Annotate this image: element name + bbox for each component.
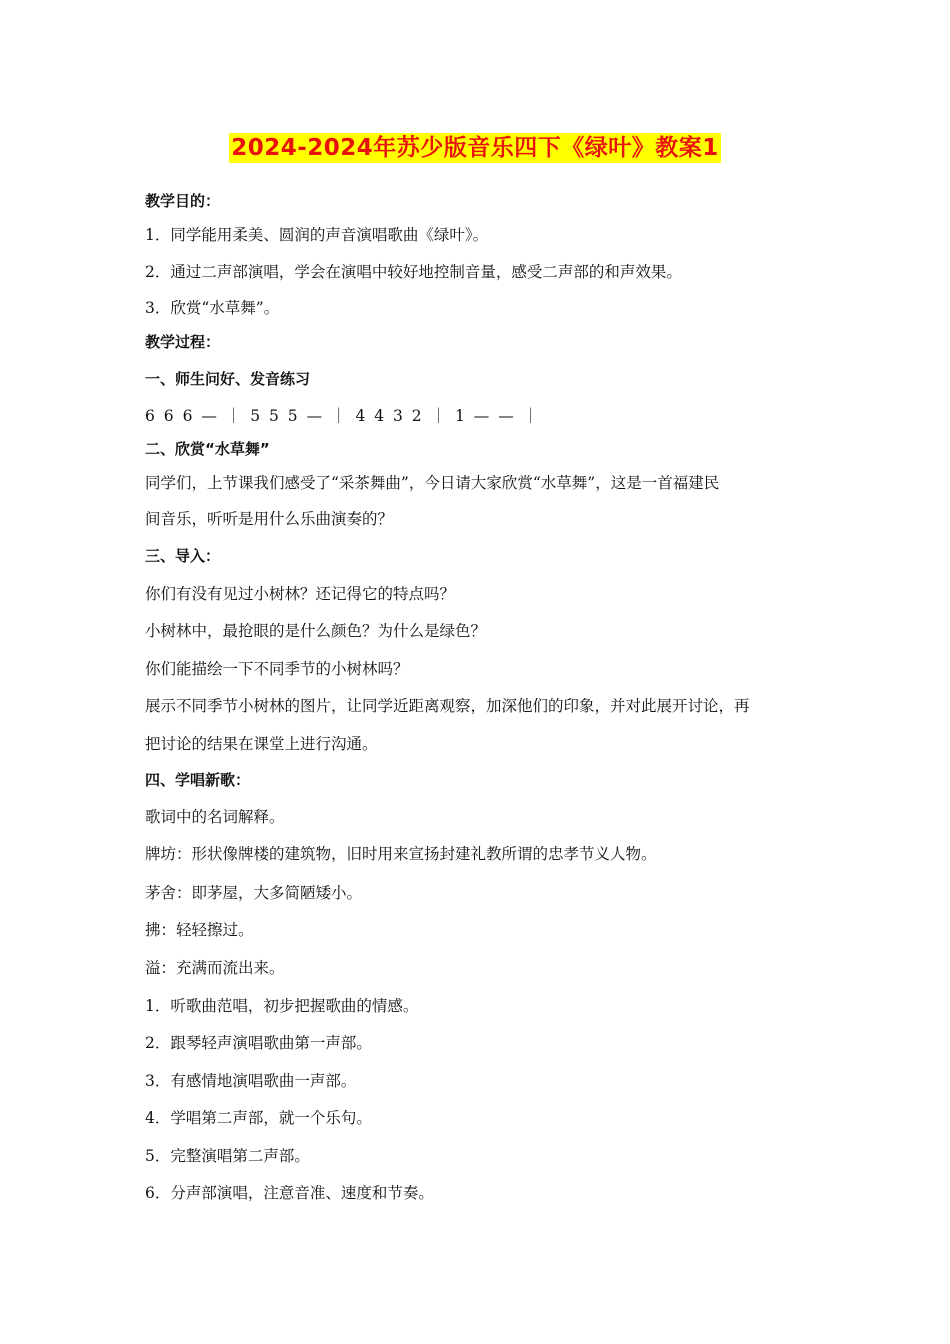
objective-2: 2．通过二声部演唱，学会在演唱中较好地控制音量，感受二声部的和声效果。 bbox=[145, 263, 682, 281]
paragraph-line: 同学们，上节课我们感受了“采茶舞曲”，今日请大家欣赏“水草舞”，这是一首福建民 bbox=[145, 474, 720, 492]
step-item: 5．完整演唱第二声部。 bbox=[145, 1147, 310, 1165]
paragraph-line: 间音乐，听听是用什么乐曲演奏的？ bbox=[145, 510, 394, 528]
step-item: 2．跟琴轻声演唱歌曲第一声部。 bbox=[145, 1034, 372, 1052]
document-title: 2024-2024年苏少版音乐四下《绿叶》教案1 bbox=[231, 135, 719, 161]
paragraph-line: 展示不同季节小树林的图片，让同学近距离观察，加深他们的印象，并对此展开讨论，再 bbox=[145, 697, 750, 715]
heading-objectives: 教学目的： bbox=[145, 192, 221, 210]
heading-process: 教学过程： bbox=[145, 333, 221, 351]
definition-item: 茅舍：即茅屋，大多简陋矮小。 bbox=[145, 884, 363, 902]
paragraph-line: 小树林中，最抢眼的是什么颜色？为什么是绿色？ bbox=[145, 622, 487, 640]
vocal-exercise-notation: 6 6 6 — ｜ 5 5 5 — ｜ 4 4 3 2 ｜ 1 — — ｜ bbox=[145, 407, 541, 425]
step-item: 6．分声部演唱，注意音准、速度和节奏。 bbox=[145, 1184, 434, 1202]
section-2-heading: 二、欣赏“水草舞” bbox=[145, 440, 270, 458]
objective-3: 3．欣赏“水草舞”。 bbox=[145, 299, 280, 317]
paragraph-line: 把讨论的结果在课堂上进行沟通。 bbox=[145, 735, 378, 753]
definition-item: 溢：充满而流出来。 bbox=[145, 959, 285, 977]
section-1-heading: 一、师生问好、发音练习 bbox=[145, 370, 311, 388]
paragraph-line: 你们有没有见过小树林？还记得它的特点吗？ bbox=[145, 585, 456, 603]
step-item: 1．听歌曲范唱，初步把握歌曲的情感。 bbox=[145, 997, 419, 1015]
objective-1: 1．同学能用柔美、圆润的声音演唱歌曲《绿叶》。 bbox=[145, 226, 489, 244]
section-4-heading: 四、学唱新歌： bbox=[145, 771, 251, 789]
step-item: 4．学唱第二声部，就一个乐句。 bbox=[145, 1109, 372, 1127]
title-container bbox=[0, 133, 950, 163]
paragraph-line: 歌词中的名词解释。 bbox=[145, 808, 285, 826]
definition-item: 拂：轻轻擦过。 bbox=[145, 921, 254, 939]
definition-item: 牌坊：形状像牌楼的建筑物，旧时用来宣扬封建礼教所谓的忠孝节义人物。 bbox=[145, 845, 657, 863]
section-3-heading: 三、导入： bbox=[145, 547, 221, 565]
paragraph-line: 你们能描绘一下不同季节的小树林吗？ bbox=[145, 660, 409, 678]
step-item: 3．有感情地演唱歌曲一声部。 bbox=[145, 1072, 357, 1090]
